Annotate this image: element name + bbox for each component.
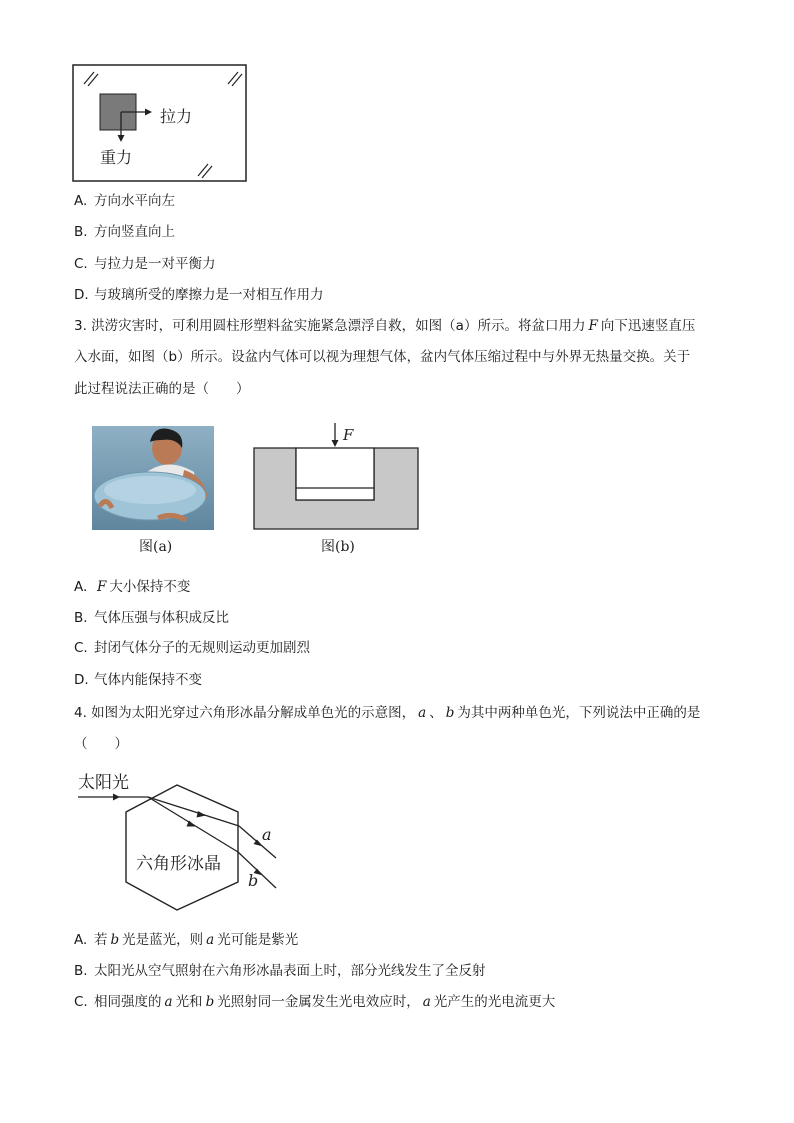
q4-option-b: B. 太阳光从空气照射在六角形冰晶表面上时，部分光线发生了全反射 [74,963,486,979]
gravity-label: 重力 [100,148,133,167]
q2-option-b: B. 方向竖直向上 [74,224,175,240]
q3-option-c: C. 封闭气体分子的无规则运动更加剧烈 [74,640,310,656]
q3-option-b: B. 气体压强与体积成反比 [74,610,229,626]
crystal-label: 六角形冰晶 [136,854,221,874]
hexagon-crystal [126,785,238,910]
pull-label: 拉力 [160,107,193,126]
q3-option-d: D. 气体内能保持不变 [74,672,202,688]
ray-b-label: b [248,871,259,890]
basin-pressed-diagram [252,420,422,532]
ray-a-label: a [262,825,272,844]
q3-stem-line1: 3. 洪涝灾害时，可利用圆柱形塑料盆实施紧急漂浮自救，如图（a）所示。将盆口用力 F 向下迅速竖直压 [74,318,696,334]
q4-stem-line1: 4. 如图为太阳光穿过六角形冰晶分解成单色光的示意图， a 、 b 为其中两种单色光，下列说法中正确的是 [74,705,701,721]
q4-stem-line2: （ ） [74,736,128,752]
sunlight-label: 太阳光 [78,773,129,793]
q3-option-a: A. F 大小保持不变 [74,579,191,595]
q3-stem-line2: 入水面，如图（b）所示。设盆内气体可以视为理想气体，盆内气体压缩过程中与外界无热量交换。关于 [74,349,691,365]
q2-option-d: D. 与玻璃所受的摩擦力是一对相互作用力 [74,287,324,303]
ice-crystal-diagram [74,770,294,914]
q4-option-c: C. 相同强度的 a 光和 b 光照射同一金属发生光电效应时， a 光产生的光电流更大 [74,994,556,1010]
q4-option-a: A. 若 b 光是蓝光，则 a 光可能是紫光 [74,932,299,948]
glass-block-figure [72,64,248,184]
force-f-label: F [343,426,354,444]
flood-rescue-photo [92,426,214,530]
q2-option-c: C. 与拉力是一对平衡力 [74,256,216,272]
figure-b-caption: 图(b) [321,539,355,555]
q3-stem-line3: 此过程说法正确的是（ ） [74,381,250,397]
q2-option-a: A. 方向水平向左 [74,193,175,209]
figure-a-caption: 图(a) [139,539,173,555]
